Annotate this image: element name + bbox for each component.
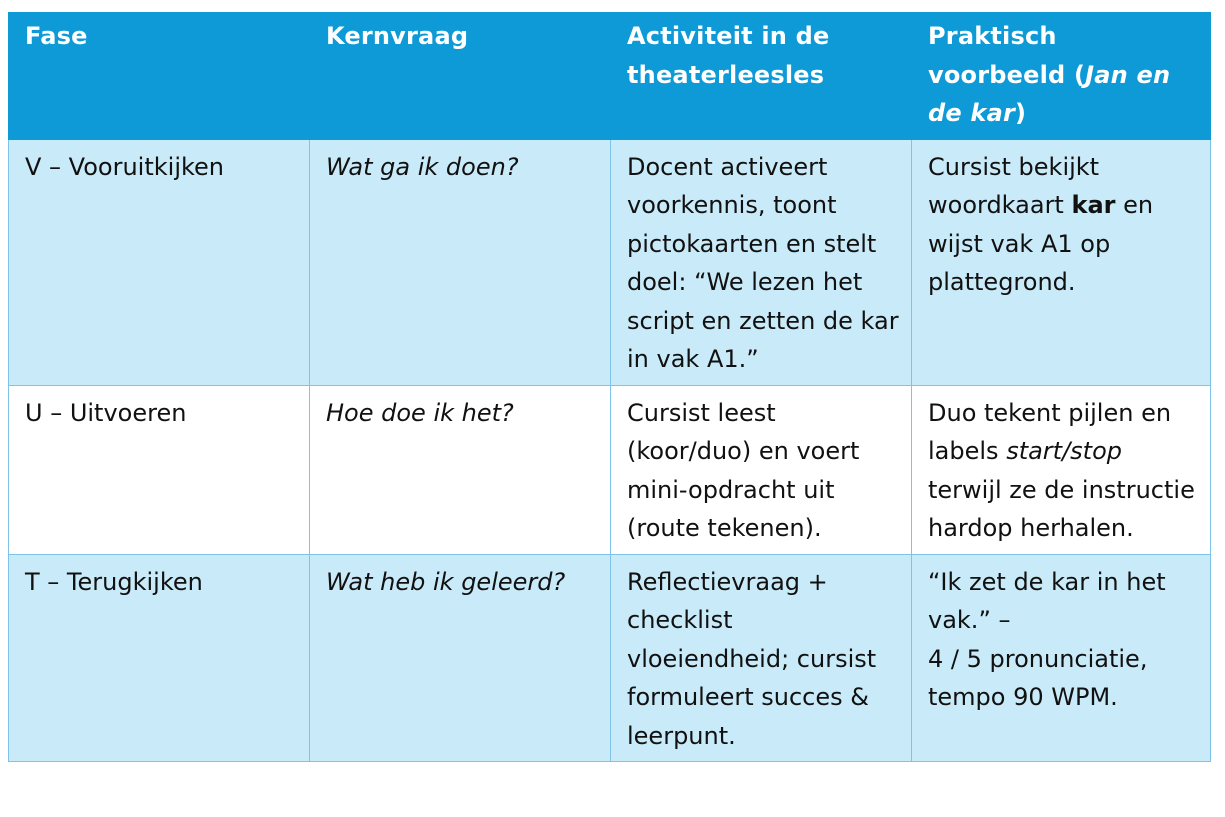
voorbeeld-text: Cursist bekijkt woordkaart: [928, 152, 1100, 219]
cell-kernvraag: Wat heb ik geleerd?: [310, 554, 611, 762]
cell-fase: U – Uitvoeren: [9, 385, 310, 554]
header-praktisch-voorbeeld: [912, 13, 1211, 140]
table-row: [9, 139, 1211, 385]
cell-activiteit: Cursist leest (koor/duo) en voert mini-opdracht uit (route tekenen).: [611, 385, 912, 554]
vut-table-container: [8, 12, 1210, 762]
cell-voorbeeld: [912, 385, 1211, 554]
table-row: [9, 554, 1211, 762]
header-activiteit: Activiteit in de theaterleesles: [611, 13, 912, 140]
voorbeeld-labels: start/stop: [1006, 437, 1123, 465]
voorbeeld-text: Duo tekent pijlen en labels: [928, 398, 1172, 465]
vut-table: [8, 12, 1211, 762]
header-praktisch-text: Praktisch voorbeeld (: [928, 22, 1086, 89]
cell-fase: T – Terugkijken: [9, 554, 310, 762]
cell-fase: V – Vooruitkijken: [9, 139, 310, 385]
cell-activiteit: Docent activeert voorkennis, toont pictokaarten en stelt doel: “We lezen het script en zetten de kar in vak A1.”: [611, 139, 912, 385]
cell-kernvraag: Wat ga ik doen?: [310, 139, 611, 385]
cell-voorbeeld: [912, 139, 1211, 385]
table-row: [9, 385, 1211, 554]
voorbeeld-text-end: terwijl ze de instructie hardop herhalen.: [928, 475, 1195, 542]
voorbeeld-quote: “Ik zet de kar in het vak.” –: [928, 567, 1166, 634]
header-fase: Fase: [9, 13, 310, 140]
header-row: [9, 13, 1211, 140]
voorbeeld-keyword: kar: [1071, 191, 1116, 219]
voorbeeld-text-end: en wijst vak A1 op plattegrond.: [928, 191, 1154, 296]
header-praktisch-close: ): [1015, 99, 1027, 127]
cell-voorbeeld: [912, 554, 1211, 762]
cell-kernvraag: Hoe doe ik het?: [310, 385, 611, 554]
voorbeeld-score: 4 / 5 pronunciatie, tempo 90 WPM.: [928, 644, 1148, 711]
header-kernvraag: Kernvraag: [310, 13, 611, 140]
cell-activiteit: Reflectievraag + checklist vloeiendheid; cursist formuleert succes & leerpunt.: [611, 554, 912, 762]
header-praktisch-title: Jan en de kar: [928, 60, 1171, 127]
